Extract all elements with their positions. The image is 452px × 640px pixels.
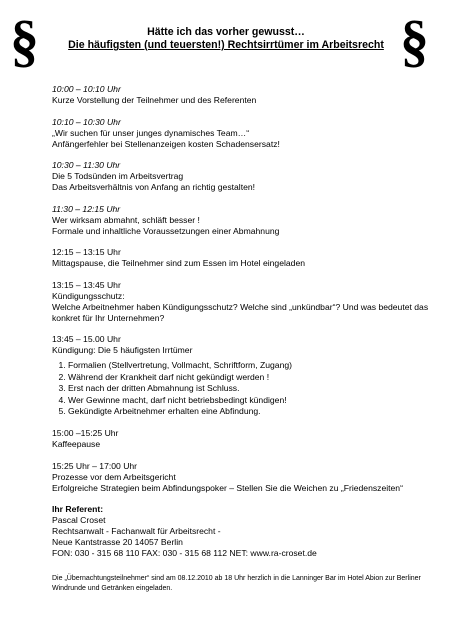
agenda-text: Wer wirksam abmahnt, schläft besser !	[52, 214, 200, 225]
agenda-text: Welche Arbeitnehmer haben Kündigungsschutz? Welche sind „unkündbar“? Und was bedeutet das konkret für Ihr Unternehmen?	[52, 301, 429, 323]
list-item: 2. Während der Krankheit darf nicht gekündigt werden !	[68, 372, 447, 384]
referent-block	[52, 504, 447, 559]
title-line-2: Die häufigsten (und teuersten!) Rechtsirrtümer im Arbeitsrecht	[68, 39, 384, 51]
irrtuemer-list	[52, 360, 447, 418]
agenda-time: 10:30 – 11:30 Uhr	[52, 160, 121, 170]
agenda-time: 15:00 –15:25 Uhr	[52, 428, 119, 438]
agenda-item	[52, 84, 447, 106]
agenda-time: 15:25 Uhr – 17:00 Uhr	[52, 460, 138, 471]
agenda-text: Das Arbeitsverhältnis von Anfang an richtig gestalten!	[52, 182, 256, 192]
agenda-time: 13:45 – 15.00 Uhr	[52, 334, 121, 344]
agenda	[52, 84, 447, 570]
agenda-time: 10:00 – 10:10 Uhr	[52, 84, 121, 94]
agenda-time: 11:30 – 12:15 Uhr	[52, 203, 121, 214]
paragraph-symbol-right: §	[400, 8, 429, 73]
agenda-item	[52, 204, 447, 237]
agenda-text: Mittagspause, die Teilnehmer sind zum Essen im Hotel eingeladen	[52, 258, 306, 268]
agenda-text: Erfolgreiche Strategien beim Abfindungspoker – Stellen Sie die Weichen zu „Friedenszeiten“	[52, 482, 403, 493]
footer-note: Die „Übernachtungsteilnehmer“ sind am 08.12.2010 ab 18 Uhr herzlich in die Lanninger Bar im Hotel Abion zur Berliner Windrunde und Getränken eingeladen.	[52, 575, 421, 592]
agenda-item	[52, 334, 447, 418]
referent-heading: Ihr Referent:	[52, 504, 104, 514]
paragraph-symbol-left: §	[10, 8, 39, 73]
agenda-item	[52, 160, 447, 193]
agenda-text: Die 5 Todsünden im Arbeitsvertrag	[52, 171, 184, 181]
title-line-1: Hätte ich das vorher gewusst…	[147, 26, 305, 38]
agenda-text: Prozesse vor dem Arbeitsgericht	[52, 471, 176, 482]
referent-contact: FON: 030 - 315 68 110 FAX: 030 - 315 68 112 NET: www.ra-croset.de	[52, 548, 317, 558]
agenda-text: „Wir suchen für unser junges dynamisches Team…“	[52, 127, 250, 138]
agenda-text: Kaffeepause	[52, 439, 101, 449]
agenda-text: Kündigung: Die 5 häufigsten Irrtümer	[52, 345, 193, 355]
agenda-time: 10:10 – 10:30 Uhr	[52, 116, 121, 127]
agenda-item	[52, 117, 447, 150]
referent-name: Pascal Croset	[52, 515, 106, 525]
agenda-text: Formale und inhaltliche Voraussetzungen einer Abmahnung	[52, 225, 280, 236]
agenda-text: Kurze Vorstellung der Teilnehmer und des Referenten	[52, 95, 257, 105]
agenda-item	[52, 247, 447, 269]
agenda-item	[52, 461, 447, 494]
agenda-text: Kündigungsschutz:	[52, 290, 125, 301]
referent-address: Neue Kantstrasse 20 14057 Berlin	[52, 537, 183, 547]
list-item: 4. Wer Gewinne macht, darf nicht betriebsbedingt kündigen!	[68, 395, 447, 407]
agenda-text: Anfängerfehler bei Stellenanzeigen kosten Schadensersatz!	[52, 138, 280, 149]
agenda-time: 12:15 – 13:15 Uhr	[52, 247, 121, 257]
list-item: 3. Erst nach der dritten Abmahnung ist Schluss.	[68, 383, 447, 395]
list-item: 1. Formalien (Stellvertretung, Vollmacht, Schriftform, Zugang)	[68, 360, 447, 372]
agenda-item	[52, 428, 447, 450]
agenda-item	[52, 280, 447, 324]
referent-title: Rechtsanwalt - Fachanwalt für Arbeitsrecht -	[52, 526, 221, 536]
list-item: 5. Gekündigte Arbeitnehmer erhalten eine Abfindung.	[68, 406, 447, 418]
document-title	[0, 26, 452, 52]
agenda-time: 13:15 – 13:45 Uhr	[52, 279, 121, 290]
